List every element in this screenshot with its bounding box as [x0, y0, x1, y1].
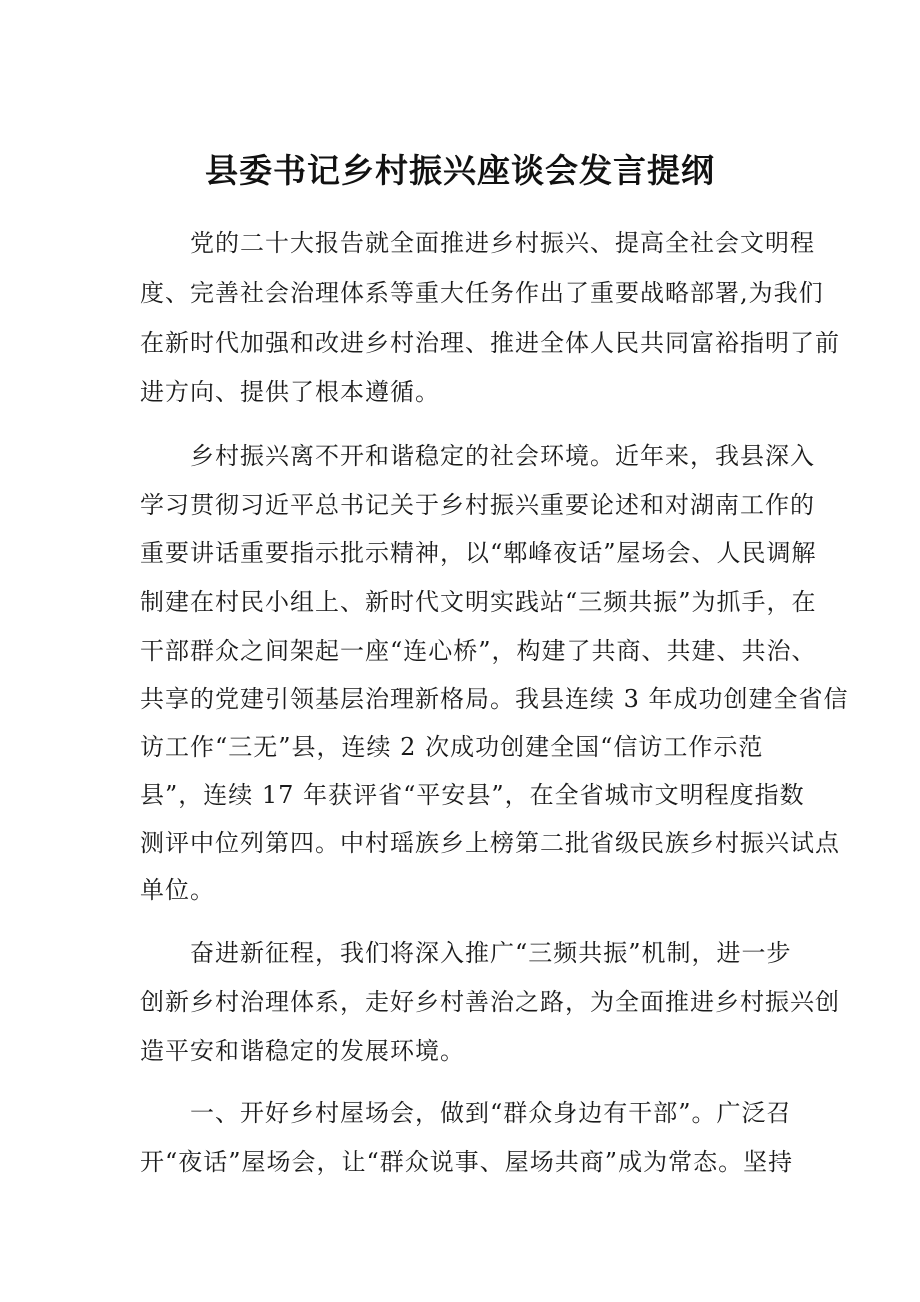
paragraph-line: 学习贯彻习近平总书记关于乡村振兴重要论述和对湖南工作的	[140, 491, 815, 519]
paragraph-line: 单位。	[140, 876, 215, 904]
document-title: 县委书记乡村振兴座谈会发言提纲	[205, 151, 715, 190]
paragraph-line: 在新时代加强和改进乡村治理、推进全体人民共同富裕指明了前	[140, 329, 840, 357]
paragraph-line: 测评中位列第四。中村瑶族乡上榜第二批省级民族乡村振兴试点	[140, 829, 840, 857]
paragraph-line: 重要讲话重要指示批示精神，以“郫峰夜话”屋场会、人民调解	[140, 539, 817, 567]
paragraph-line: 制建在村民小组上、新时代文明实践站“三频共振”为抓手，在	[140, 588, 817, 616]
paragraph-line: 进方向、提供了根本遵循。	[140, 378, 440, 406]
paragraph-line: 访工作“三无”县，连续 2 次成功创建全国“信访工作示范	[140, 733, 764, 761]
paragraph-line: 乡村振兴离不开和谐稳定的社会环境。近年来，我县深入	[190, 442, 815, 470]
paragraph-line: 奋进新征程，我们将深入推广“三频共振”机制，进一步	[190, 939, 792, 967]
paragraph-line: 开“夜话”屋场会，让“群众说事、屋场共商”成为常态。坚持	[140, 1148, 794, 1176]
paragraph-line: 县”，连续 17 年获评省“平安县”，在全省城市文明程度指数	[140, 781, 805, 809]
paragraph-line: 创新乡村治理体系，走好乡村善治之路，为全面推进乡村振兴创	[140, 988, 840, 1016]
paragraph-line: 造平安和谐稳定的发展环境。	[140, 1037, 465, 1065]
paragraph-line: 一、开好乡村屋场会，做到“群众身边有干部”。广泛召	[190, 1099, 792, 1127]
paragraph-line: 共享的党建引领基层治理新格局。我县连续 3 年成功创建全省信	[140, 685, 849, 713]
paragraph-line: 党的二十大报告就全面推进乡村振兴、提高全社会文明程	[190, 229, 815, 257]
paragraph-line: 度、完善社会治理体系等重大任务作出了重要战略部署,为我们	[140, 279, 824, 307]
paragraph-line: 干部群众之间架起一座“连心桥”，构建了共商、共建、共治、	[140, 637, 817, 665]
